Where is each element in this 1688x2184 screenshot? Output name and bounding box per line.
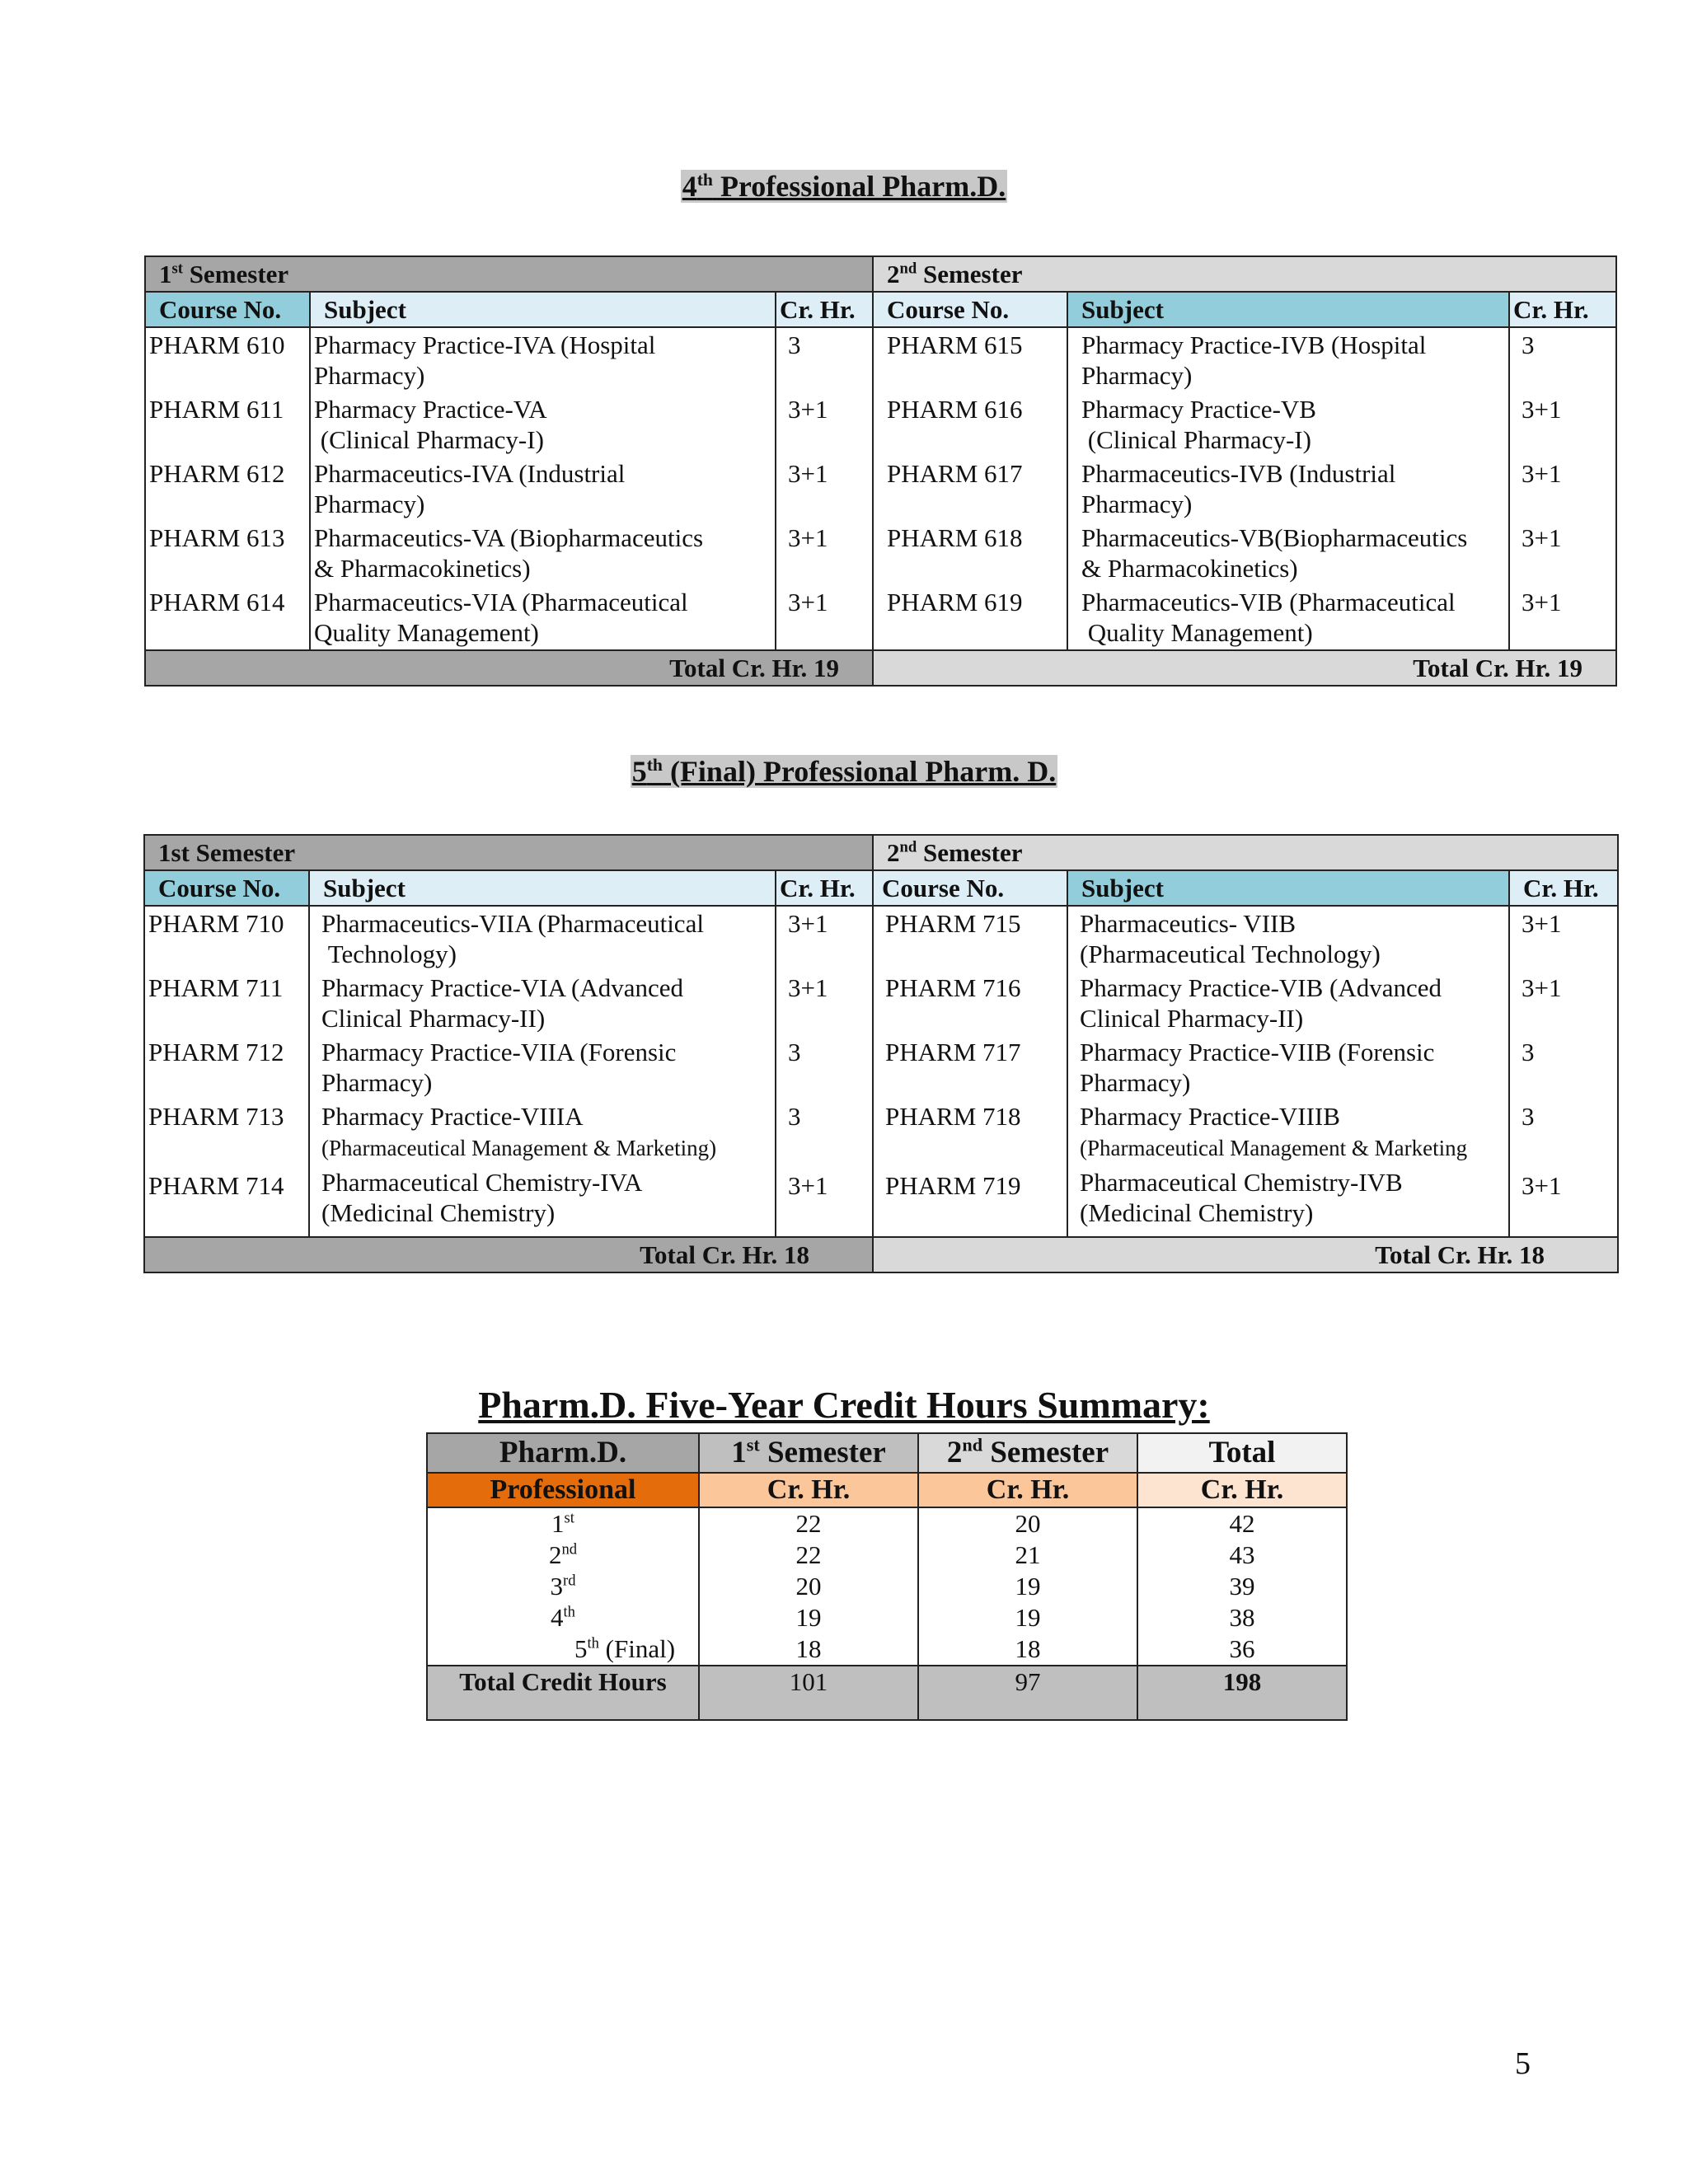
course-no: PHARM 615	[873, 327, 1067, 392]
semester-1-hours: 22	[699, 1540, 918, 1571]
header-pharmd: Pharm.D.	[427, 1433, 699, 1473]
credit-summary-table	[426, 1432, 1348, 1721]
table-row	[145, 457, 1616, 521]
table-row	[144, 1165, 1618, 1237]
credit-hours: 3	[1509, 1099, 1618, 1165]
semester-1-hours: 22	[699, 1507, 918, 1540]
subject: Pharmacy Practice-VIIB (Forensic Pharmacy)	[1067, 1035, 1509, 1099]
credit-hours: 3+1	[776, 392, 873, 457]
total-hours: 36	[1137, 1633, 1347, 1666]
course-no: PHARM 610	[145, 327, 310, 392]
subject: Pharmaceutics-VIIA (Pharmaceutical Technology)	[309, 906, 776, 971]
total-credit-hours-sem1: Total Cr. Hr. 18	[144, 1237, 873, 1272]
semester-2-hours: 18	[918, 1633, 1137, 1666]
course-no: PHARM 614	[145, 585, 310, 650]
section-title-5th: 5th (Final) Professional Pharm. D.	[631, 755, 1057, 788]
total-hours: 43	[1137, 1540, 1347, 1571]
course-no: PHARM 716	[873, 971, 1067, 1035]
header-course-no: Course No.	[873, 292, 1067, 327]
subject: Pharmaceutics-IVB (Industrial Pharmacy)	[1067, 457, 1509, 521]
professional-year: 2nd	[427, 1540, 699, 1571]
header-cr-hr: Cr. Hr.	[1509, 870, 1618, 906]
course-no: PHARM 613	[145, 521, 310, 585]
course-no: PHARM 718	[873, 1099, 1067, 1165]
professional-year: 4th	[427, 1602, 699, 1633]
table-row	[427, 1602, 1347, 1633]
course-table-4th	[144, 255, 1617, 687]
total-credit-hours-sem1: Total Cr. Hr. 19	[145, 650, 873, 686]
credit-hours: 3+1	[776, 585, 873, 650]
subject: Pharmacy Practice-VIIIB (Pharmaceutical Management & Marketing	[1067, 1099, 1509, 1165]
table-row	[427, 1540, 1347, 1571]
section-title-4th: 4th Professional Pharm.D.	[682, 170, 1006, 203]
semester-1-hours: 18	[699, 1633, 918, 1666]
credit-hours: 3	[776, 1099, 873, 1165]
header-cr-hr: Cr. Hr.	[1137, 1473, 1347, 1507]
credit-hours: 3+1	[1509, 457, 1616, 521]
course-no: PHARM 618	[873, 521, 1067, 585]
header-semester-1: 1st Semester	[699, 1433, 918, 1473]
subject: Pharmacy Practice-IVB (Hospital Pharmacy)	[1067, 327, 1509, 392]
header-cr-hr: Cr. Hr.	[699, 1473, 918, 1507]
total-hours: 39	[1137, 1571, 1347, 1602]
subject: Pharmacy Practice-VIA (Advanced Clinical Pharmacy-II)	[309, 971, 776, 1035]
course-no: PHARM 713	[144, 1099, 309, 1165]
course-no: PHARM 712	[144, 1035, 309, 1099]
header-subject: Subject	[310, 292, 776, 327]
header-course-no: Course No.	[144, 870, 309, 906]
credit-hours: 3+1	[776, 906, 873, 971]
semester-2-hours: 19	[918, 1571, 1137, 1602]
course-no: PHARM 619	[873, 585, 1067, 650]
credit-hours: 3+1	[1509, 1165, 1618, 1237]
header-total: Total	[1137, 1433, 1347, 1473]
credit-hours: 3+1	[776, 521, 873, 585]
subject: Pharmacy Practice-VIIA (Forensic Pharmacy)	[309, 1035, 776, 1099]
table-row	[144, 1099, 1618, 1165]
credit-hours: 3+1	[776, 457, 873, 521]
credit-hours: 3+1	[1509, 521, 1616, 585]
header-professional: Professional	[427, 1473, 699, 1507]
subject: Pharmaceutics-VB(Biopharmaceutics & Pharmacokinetics)	[1067, 521, 1509, 585]
table-row	[427, 1507, 1347, 1540]
semester-1-label: 1st Semester	[145, 256, 873, 292]
professional-year: 3rd	[427, 1571, 699, 1602]
subject: Pharmaceutical Chemistry-IVA (Medicinal Chemistry)	[309, 1165, 776, 1237]
header-cr-hr: Cr. Hr.	[1509, 292, 1616, 327]
professional-year: 1st	[427, 1507, 699, 1540]
subject: Pharmaceutics-VIB (Pharmaceutical Quality Management)	[1067, 585, 1509, 650]
semester-1-hours: 19	[699, 1602, 918, 1633]
subject: Pharmaceutics-IVA (Industrial Pharmacy)	[310, 457, 776, 521]
header-subject: Subject	[1067, 870, 1509, 906]
total-row	[427, 1666, 1347, 1720]
semester-2-hours: 21	[918, 1540, 1137, 1571]
subject: Pharmacy Practice-VIB (Advanced Clinical Pharmacy-II)	[1067, 971, 1509, 1035]
header-course-no: Course No.	[873, 870, 1067, 906]
course-no: PHARM 714	[144, 1165, 309, 1237]
page-number: 5	[1515, 2046, 1531, 2081]
total-credit-hours-sem2: Total Cr. Hr. 18	[873, 1237, 1618, 1272]
course-no: PHARM 719	[873, 1165, 1067, 1237]
semester-2-label: 2nd Semester	[873, 835, 1618, 870]
course-table-5th	[143, 834, 1619, 1273]
header-course-no: Course No.	[145, 292, 310, 327]
credit-hours: 3+1	[1509, 585, 1616, 650]
total-semester-2: 97	[918, 1666, 1137, 1720]
semester-2-hours: 19	[918, 1602, 1137, 1633]
table-row	[145, 585, 1616, 650]
subject: Pharmacy Practice-VIIIA (Pharmaceutical Management & Marketing)	[309, 1099, 776, 1165]
subject: Pharmaceutics-VA (Biopharmaceutics & Pharmacokinetics)	[310, 521, 776, 585]
credit-hours: 3+1	[776, 971, 873, 1035]
total-credit-hours-sem2: Total Cr. Hr. 19	[873, 650, 1616, 686]
header-subject: Subject	[309, 870, 776, 906]
header-cr-hr: Cr. Hr.	[776, 870, 873, 906]
credit-hours: 3+1	[1509, 971, 1618, 1035]
table-row	[144, 906, 1618, 971]
course-no: PHARM 617	[873, 457, 1067, 521]
semester-1-label: 1st Semester	[144, 835, 873, 870]
course-no: PHARM 611	[145, 392, 310, 457]
table-row	[427, 1633, 1347, 1666]
credit-hours: 3	[1509, 1035, 1618, 1099]
header-subject: Subject	[1067, 292, 1509, 327]
semester-2-label: 2nd Semester	[873, 256, 1616, 292]
subject: Pharmacy Practice-VB (Clinical Pharmacy-I)	[1067, 392, 1509, 457]
table-row	[144, 971, 1618, 1035]
table-row	[427, 1571, 1347, 1602]
summary-title: Pharm.D. Five-Year Credit Hours Summary:	[478, 1384, 1210, 1426]
table-row	[145, 327, 1616, 392]
credit-hours: 3+1	[1509, 392, 1616, 457]
header-semester-2: 2nd Semester	[918, 1433, 1137, 1473]
subject: Pharmacy Practice-IVA (Hospital Pharmacy)	[310, 327, 776, 392]
credit-hours: 3+1	[776, 1165, 873, 1237]
course-no: PHARM 710	[144, 906, 309, 971]
course-no: PHARM 717	[873, 1035, 1067, 1099]
credit-hours: 3	[1509, 327, 1616, 392]
credit-hours: 3+1	[1509, 906, 1618, 971]
course-no: PHARM 616	[873, 392, 1067, 457]
table-row	[145, 521, 1616, 585]
course-no: PHARM 711	[144, 971, 309, 1035]
credit-hours: 3	[776, 327, 873, 392]
table-row	[144, 1035, 1618, 1099]
table-row	[145, 392, 1616, 457]
credit-hours: 3	[776, 1035, 873, 1099]
grand-total: 198	[1137, 1666, 1347, 1720]
total-semester-1: 101	[699, 1666, 918, 1720]
header-cr-hr: Cr. Hr.	[776, 292, 873, 327]
total-hours: 42	[1137, 1507, 1347, 1540]
subject: Pharmaceutics- VIIB (Pharmaceutical Technology)	[1067, 906, 1509, 971]
semester-1-hours: 20	[699, 1571, 918, 1602]
semester-2-hours: 20	[918, 1507, 1137, 1540]
subject: Pharmaceutical Chemistry-IVB (Medicinal Chemistry)	[1067, 1165, 1509, 1237]
total-credit-hours-label: Total Credit Hours	[427, 1666, 699, 1720]
course-no: PHARM 715	[873, 906, 1067, 971]
course-no: PHARM 612	[145, 457, 310, 521]
subject: Pharmacy Practice-VA (Clinical Pharmacy-I)	[310, 392, 776, 457]
total-hours: 38	[1137, 1602, 1347, 1633]
professional-year: 5th (Final)	[427, 1633, 699, 1666]
subject: Pharmaceutics-VIA (Pharmaceutical Quality Management)	[310, 585, 776, 650]
header-cr-hr: Cr. Hr.	[918, 1473, 1137, 1507]
